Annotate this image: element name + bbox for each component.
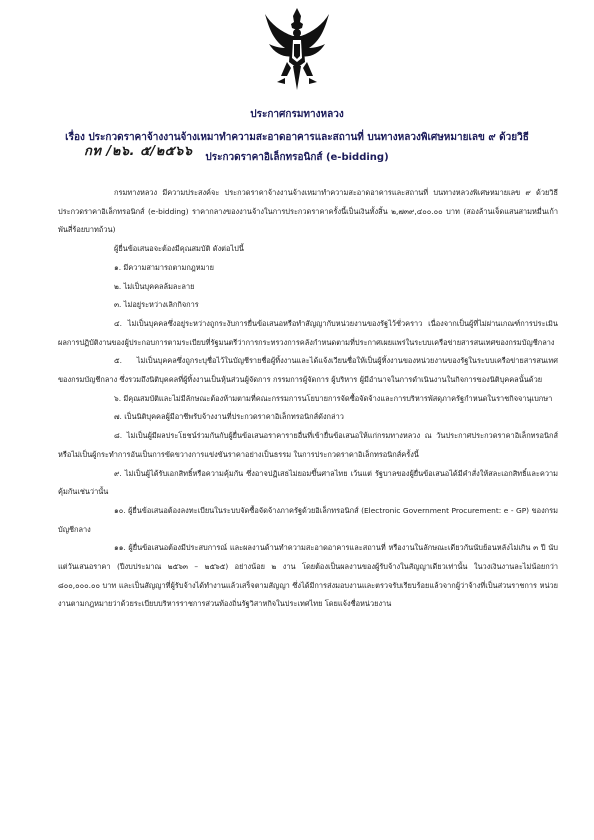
qualification-item: ๒. ไม่เป็นบุคคลล้มละลาย (114, 281, 195, 291)
qualification-item: ๕. ไม่เป็นบุคคลซึ่งถูกระบุชื่อไว้ในบัญชีรายชื่อผู้ทิ้งงานและได้แจ้งเวียนชื่อให้เป็นผู้ทิ้งงานของหน่วยงานของรัฐในระบบเครือข่ายสารสนเทศของกรมบัญชีกลาง ซึ่งรวมถึงนิติบุคคลที่ผู้ทิ้งงานเป็นหุ้นส่วนผู้จัดการ กรรมการผู้จัดการ ผู้บริหาร ผู้มีอำนาจในการดำเนินงานในกิจการของนิติบุคคลนั้นด้วย (58, 356, 558, 385)
qualification-item: ๘. ไม่เป็นผู้มีผลประโยชน์ร่วมกันกับผู้ยื่นข้อเสนอราคารายอื่นที่เข้ายื่นข้อเสนอให้แก่กรมทางหลวง ณ วันประกาศประกวดราคาอิเล็กทรอนิกส์ หรือไม่เป็นผู้กระทำการอันเป็นการขัดขวางการแข่งขันราคาอย่างเป็นธรรม ในการประกวดราคาอิเล็กทรอนิกส์ครั้งนี้ (58, 431, 558, 459)
qualification-item: ๖. มีคุณสมบัติและไม่มีลักษณะต้องห้ามตามที่คณะกรรมการนโยบายการจัดซื้อจัดจ้างและการบริหารพัสดุภาครัฐกำหนดในราชกิจจานุเบกษา (114, 393, 553, 403)
qualification-item: ๗. เป็นนิติบุคคลผู้มีอาชีพรับจ้างงานที่ประกวดราคาอิเล็กทรอนิกส์ดังกล่าว (114, 412, 344, 422)
qualification-item: ๙. ไม่เป็นผู้ได้รับเอกสิทธิ์หรือความคุ้มกัน ซึ่งอาจปฏิเสธไม่ยอมขึ้นศาลไทย เว้นแต่ รัฐบาลของผู้ยื่นข้อเสนอได้มีคำสั่งให้สละเอกสิทธิ์และความคุ้มกันเช่นว่านั้น (58, 468, 558, 497)
qualification-item: ๑๑. ผู้ยื่นข้อเสนอต้องมีประสบการณ์ และผลงานด้านทำความสะอาดอาคารและสถานที่ หรืองานในลักษณะเดียวกันนับย้อนหลังไม่เกิน ๓ ปี นับแต่วันเสนอราคา (ปีงบประมาณ ๒๕๖๓ – ๒๕๖๕) อย่างน้อย ๒ งาน โดยต้องเป็นผลงานของผู้รับจ้างในสัญญาเดียวเท่านั้น ในวงเงินงานละไม่น้อยกว่า ๘๐๐,๐๐๐.๐๐ บาท และเป็นสัญญาที่ผู้รับจ้างได้ทำงานแล้วเสร็จตามสัญญา ซึ่งได้มีการส่งมอบงานและตรวจรับเรียบร้อยแล้วจากผู้ว่าจ้างที่เป็นส่วนราชการ หน่วยงานตามกฎหมายว่าด้วยระเบียบบริหารราชการส่วนท้องถิ่นรัฐวิสาหกิจในประเทศไทย โดยแจ้งชื่อหน่วยงาน (58, 543, 558, 609)
garuda-emblem (263, 6, 331, 92)
qualification-item: ๑. มีความสามารถตามกฎหมาย (114, 262, 214, 272)
announcement-title: ประกาศกรมทางหลวง (250, 109, 344, 120)
subject-line-1: เรื่อง ประกวดราคาจ้างงานจ้างเหมาทำความสะอาดอาคารและสถานที่ บนทางหลวงพิเศษหมายเลข ๙ ด้วยวิธี (65, 132, 529, 143)
qualification-item: ๔. ไม่เป็นบุคคลซึ่งอยู่ระหว่างถูกระงับการยื่นข้อเสนอหรือทำสัญญากับหน่วยงานของรัฐไว้ชั่วคราว เนื่องจากเป็นผู้ที่ไม่ผ่านเกณฑ์การประเมินผลการปฏิบัติงานของผู้ประกอบการตามระเบียบที่รัฐมนตรีว่าการกระทรวงการคลังกำหนดตามที่ประกาศเผยแพร่ในระบบเครือข่ายสารสนเทศของกรมบัญชีกลาง (58, 318, 558, 347)
handwritten-reference: กท /๒๖. ๕/๒๕๖๖ (84, 144, 193, 159)
announcement-body (58, 184, 558, 614)
qualification-item: ๑๐. ผู้ยื่นข้อเสนอต้องลงทะเบียนในระบบจัดซื้อจัดจ้างภาครัฐด้วยอิเล็กทรอนิกส์ (Electronic Government Procurement: e - GP) ของกรมบัญชีกลาง (58, 505, 558, 534)
intro-paragraph: กรมทางหลวง มีความประสงค์จะ ประกวดราคาจ้างงานจ้างเหมาทำความสะอาดอาคารและสถานที่ บนทางหลวงพิเศษหมายเลข ๙ ด้วยวิธีประกวดราคาอิเล็กทรอนิกส์ (e-bidding) ราคากลางของงานจ้างในการประกวดราคาครั้งนี้เป็นเงินทั้งสิ้น ๒,๗๓๙,๔๐๐.๐๐ บาท (สองล้านเจ็ดแสนสามหมื่นเก้าพันสี่ร้อยบาทถ้วน) (58, 188, 558, 235)
qualification-item: ๓. ไม่อยู่ระหว่างเลิกกิจการ (114, 300, 199, 310)
subject-line-2: ประกวดราคาอิเล็กทรอนิกส์ (e-bidding) (205, 152, 389, 163)
qualifications-intro: ผู้ยื่นข้อเสนอจะต้องมีคุณสมบัติ ดังต่อไปนี้ (114, 244, 244, 254)
